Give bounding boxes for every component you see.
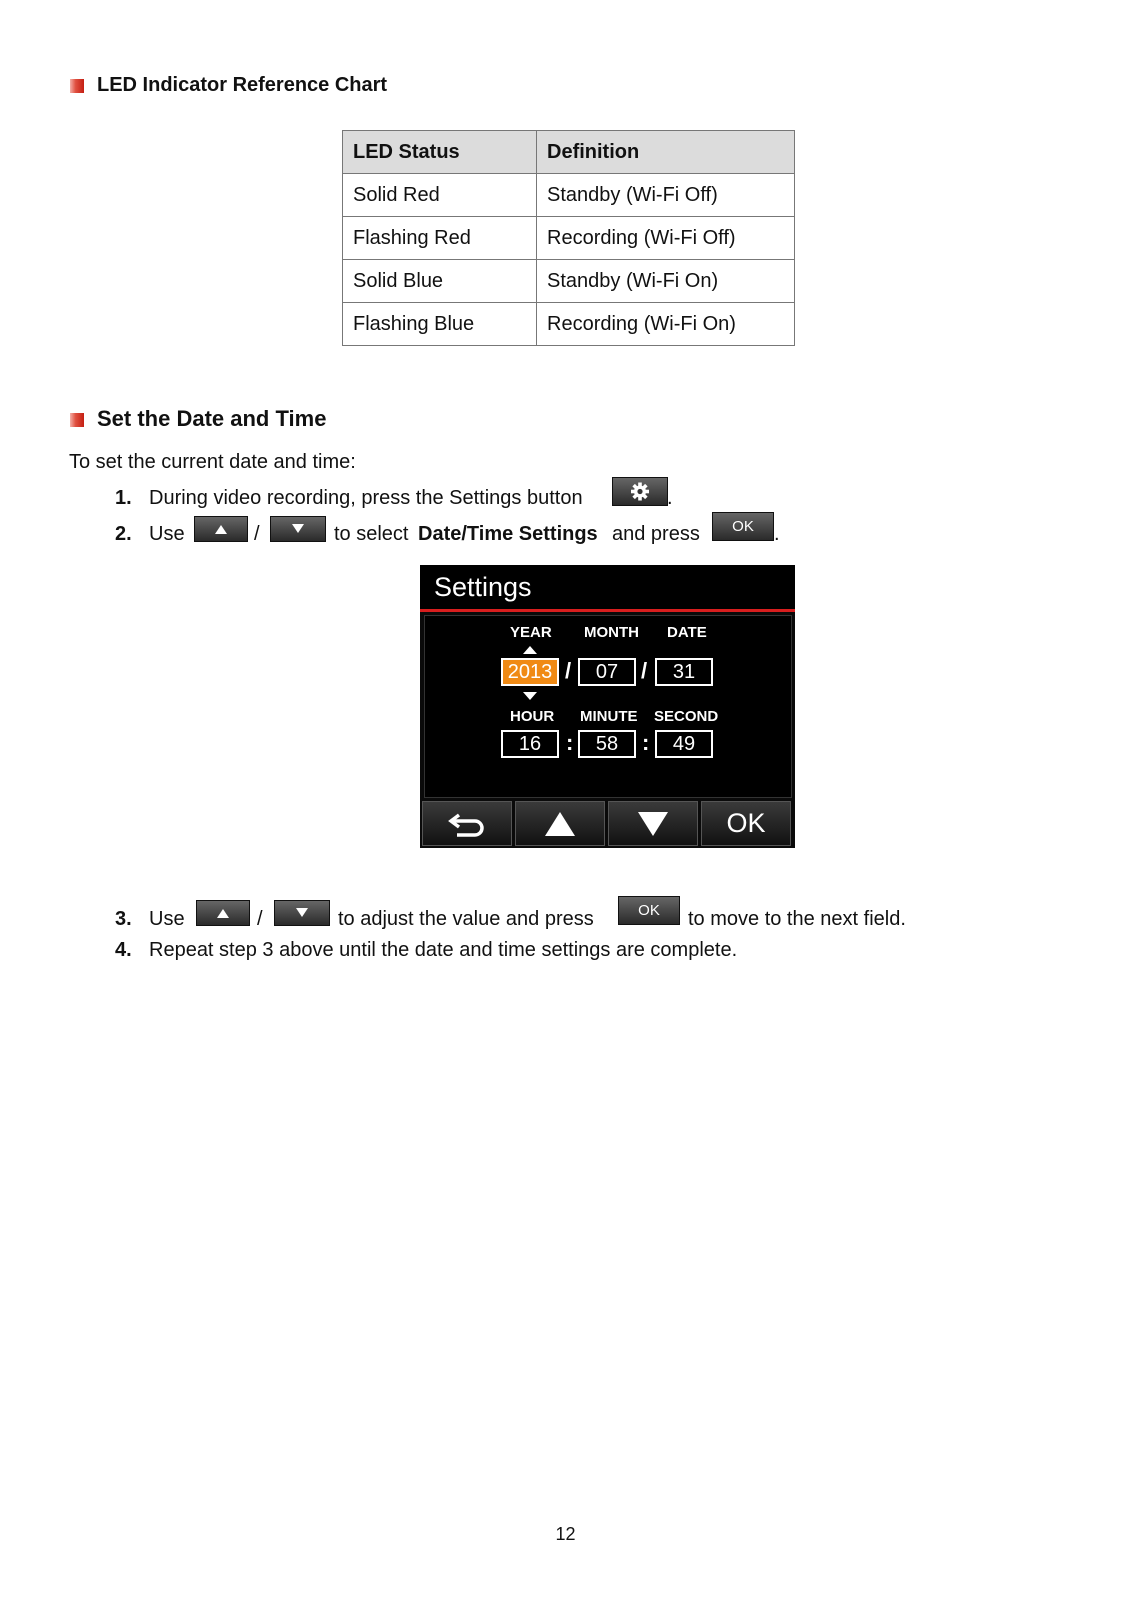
up-softkey[interactable] [515,801,605,846]
year-field[interactable]: 2013 [501,658,559,686]
down-button[interactable] [274,900,330,926]
table-header: Definition [537,131,795,174]
date-field[interactable]: 31 [655,658,713,686]
back-softkey[interactable] [422,801,512,846]
down-arrow-icon [523,692,537,700]
time-separator: : [642,730,650,755]
second-label: SECOND [654,708,719,725]
date-label: DATE [667,624,707,641]
up-arrow-icon [197,901,249,925]
table-row [343,260,795,303]
step-3-text-b: to move to the next field. [688,908,906,930]
led-reference-table [342,130,795,346]
ok-softkey[interactable] [701,801,791,846]
settings-screen [420,565,795,848]
month-label: MONTH [584,624,639,641]
step-number: 3. [115,908,132,930]
step-3-use: Use [149,908,185,930]
intro-text: To set the current date and time: [69,451,356,473]
date-separator: / [565,658,572,683]
up-arrow-icon [523,646,537,654]
hour-field[interactable]: 16 [501,730,559,758]
step-2-text-b: and press [612,523,700,545]
minute-field[interactable]: 58 [578,730,636,758]
date-time-panel [424,615,792,798]
ok-button-label: OK [732,518,754,535]
down-arrow-icon [275,901,329,925]
down-arrow-icon [636,810,670,838]
step-number: 1. [115,487,132,509]
table-header: LED Status [343,131,537,174]
step-number: 2. [115,523,132,545]
table-row [343,217,795,260]
settings-button[interactable] [612,477,668,506]
table-header-row [343,131,795,174]
led-chart-heading: LED Indicator Reference Chart [97,74,388,96]
step-1-end: . [667,487,673,509]
step-1-text: During video recording, press the Settings button [149,487,583,509]
page-number: 12 [555,1524,576,1544]
minute-label: MINUTE [580,708,638,725]
table-cell: Recording (Wi-Fi On) [537,303,795,346]
up-arrow-icon [195,517,247,541]
gear-icon [613,478,667,505]
down-arrow-icon [271,517,325,541]
section-bullet-icon [70,79,84,93]
section-bullet-icon [70,413,84,427]
ok-button[interactable] [618,896,680,925]
down-button[interactable] [270,516,326,542]
step-2-text-a: to select [334,523,409,545]
date-separator: / [641,658,648,683]
step-2-end: . [774,523,780,545]
ok-softkey-label: OK [726,808,766,838]
up-button[interactable] [196,900,250,926]
table-cell: Solid Blue [343,260,537,303]
ok-button-label: OK [638,902,660,919]
back-icon [445,809,489,839]
table-row [343,174,795,217]
down-softkey[interactable] [608,801,698,846]
table-cell: Standby (Wi-Fi On) [537,260,795,303]
table-cell: Flashing Red [343,217,537,260]
step-2-use: Use [149,523,185,545]
date-time-heading: Set the Date and Time [97,406,327,431]
year-label: YEAR [510,624,552,641]
hour-label: HOUR [510,708,555,725]
step-3-text-a: to adjust the value and press [338,908,594,930]
table-cell: Recording (Wi-Fi Off) [537,217,795,260]
screen-title: Settings [420,565,795,612]
up-button[interactable] [194,516,248,542]
month-field[interactable]: 07 [578,658,636,686]
time-separator: : [566,730,574,755]
up-arrow-icon [543,810,577,838]
table-cell: Solid Red [343,174,537,217]
table-cell: Flashing Blue [343,303,537,346]
step-4-text: Repeat step 3 above until the date and time settings are complete. [149,939,738,961]
table-cell: Standby (Wi-Fi Off) [537,174,795,217]
slash: / [254,523,260,545]
slash: / [257,908,263,930]
date-time-settings-bold: Date/Time Settings [418,523,598,545]
step-number: 4. [115,939,132,961]
table-row [343,303,795,346]
second-field[interactable]: 49 [655,730,713,758]
ok-button[interactable] [712,512,774,541]
